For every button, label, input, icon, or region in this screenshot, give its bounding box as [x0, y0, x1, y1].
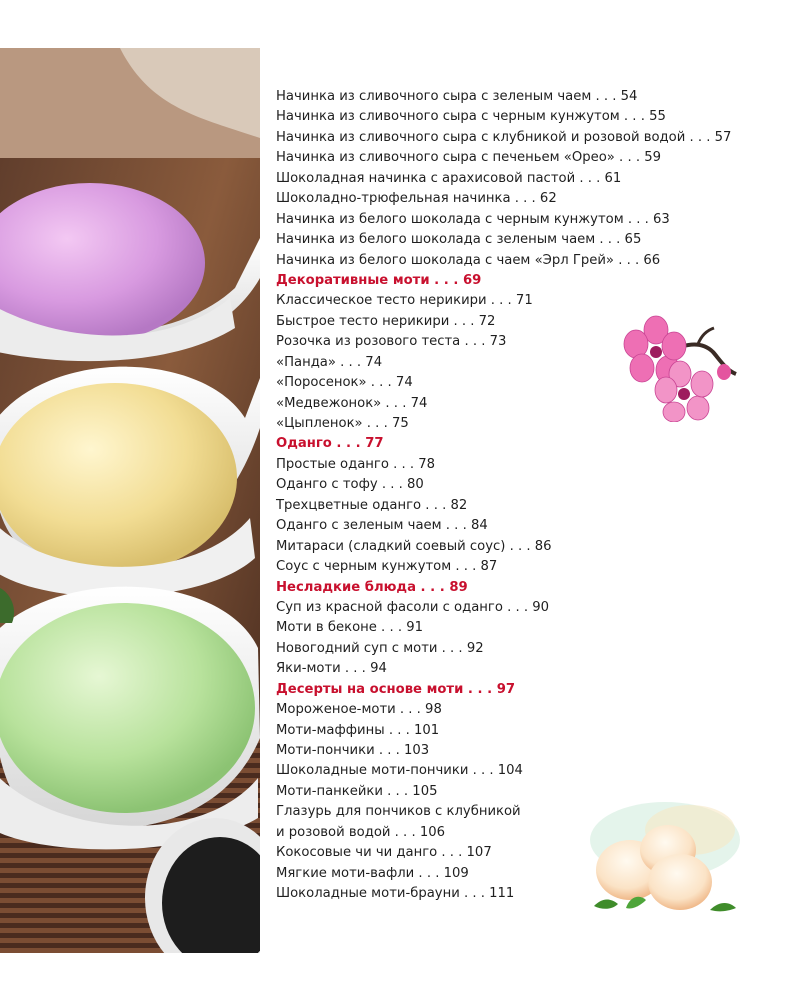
toc-entry: Розочка из розового теста . . . 73: [276, 334, 507, 350]
toc-entry: Суп из красной фасоли с оданго . . . 90: [276, 599, 550, 615]
toc-entry: Соус с черным кунжутом . . . 87: [276, 559, 498, 575]
toc-entry: Шоколадно-трюфельная начинка . . . 62: [276, 191, 557, 207]
toc-entry: Начинка из сливочного сыра с клубникой и розовой водой . . . 57: [276, 129, 732, 145]
toc-entry: Начинка из сливочного сыра с черным кунжутом . . . 55: [276, 109, 666, 125]
toc-entry: Моти-панкейки . . . 105: [276, 783, 438, 799]
cherry-blossom-icon: [618, 312, 738, 422]
toc-entry: Яки-моти . . . 94: [276, 661, 387, 677]
toc-section-heading: Декоративные моти . . . 69: [276, 272, 482, 288]
watercolor-mochi-icon: [570, 800, 745, 925]
toc-section-heading: Несладкие блюда . . . 89: [276, 579, 468, 595]
toc-entry: Моти в беконе . . . 91: [276, 620, 423, 636]
toc-entry: и розовой водой . . . 106: [276, 824, 445, 840]
toc-entry: «Медвежонок» . . . 74: [276, 395, 428, 411]
toc-entry: «Цыпленок» . . . 75: [276, 416, 409, 431]
toc-entry: Шоколадные моти-пончики . . . 104: [276, 763, 523, 779]
toc-entry: Начинка из сливочного сыра с печеньем «Орео» . . . 59: [276, 150, 661, 166]
toc-entry: Шоколадные моти-брауни . . . 111: [276, 886, 515, 902]
toc-entry: Мягкие моти-вафли . . . 109: [276, 865, 469, 881]
toc-entry: Моти-пончики . . . 103: [276, 743, 430, 758]
toc-section-heading: Десерты на основе моти . . . 97: [276, 681, 516, 697]
toc-entry: Новогодний суп с моти . . . 92: [276, 640, 484, 656]
toc-entry: Мороженое-моти . . . 98: [276, 702, 442, 718]
toc-entry: Шоколадная начинка с арахисовой пастой . . . 61: [276, 170, 622, 186]
toc-entry: Оданго с зеленым чаем . . . 84: [276, 518, 488, 534]
toc-section-heading: Оданго . . . 77: [276, 436, 384, 452]
toc-entry: Глазурь для пончиков с клубникой: [276, 804, 521, 820]
toc-entry: «Поросенок» . . . 74: [276, 375, 413, 391]
toc-entry: Начинка из белого шоколада с зеленым чаем . . . 65: [276, 232, 642, 248]
toc-entry: Начинка из белого шоколада с черным кунжутом . . . 63: [276, 211, 670, 227]
toc-entry: Кокосовые чи чи данго . . . 107: [276, 845, 492, 861]
toc-entry: Моти-маффины . . . 101: [276, 722, 440, 738]
toc-entry: Быстрое тесто нерикири . . . 72: [276, 313, 496, 329]
toc-entry: Митараси (сладкий соевый соус) . . . 86: [276, 538, 552, 554]
toc-entry: Оданго с тофу . . . 80: [276, 477, 424, 493]
toc-entry: Классическое тесто нерикири . . . 71: [276, 293, 533, 309]
toc-entry: «Панда» . . . 74: [276, 354, 383, 370]
toc-entry: Трехцветные оданго . . . 82: [276, 497, 468, 513]
mochi-photo: [0, 48, 260, 953]
toc-entry: Начинка из белого шоколада с чаем «Эрл Грей» . . . 66: [276, 252, 661, 268]
table-of-contents: [276, 87, 776, 905]
toc-entry: Начинка из сливочного сыра с зеленым чаем . . . 54: [276, 89, 638, 104]
toc-entry: Простые оданго . . . 78: [276, 456, 436, 472]
